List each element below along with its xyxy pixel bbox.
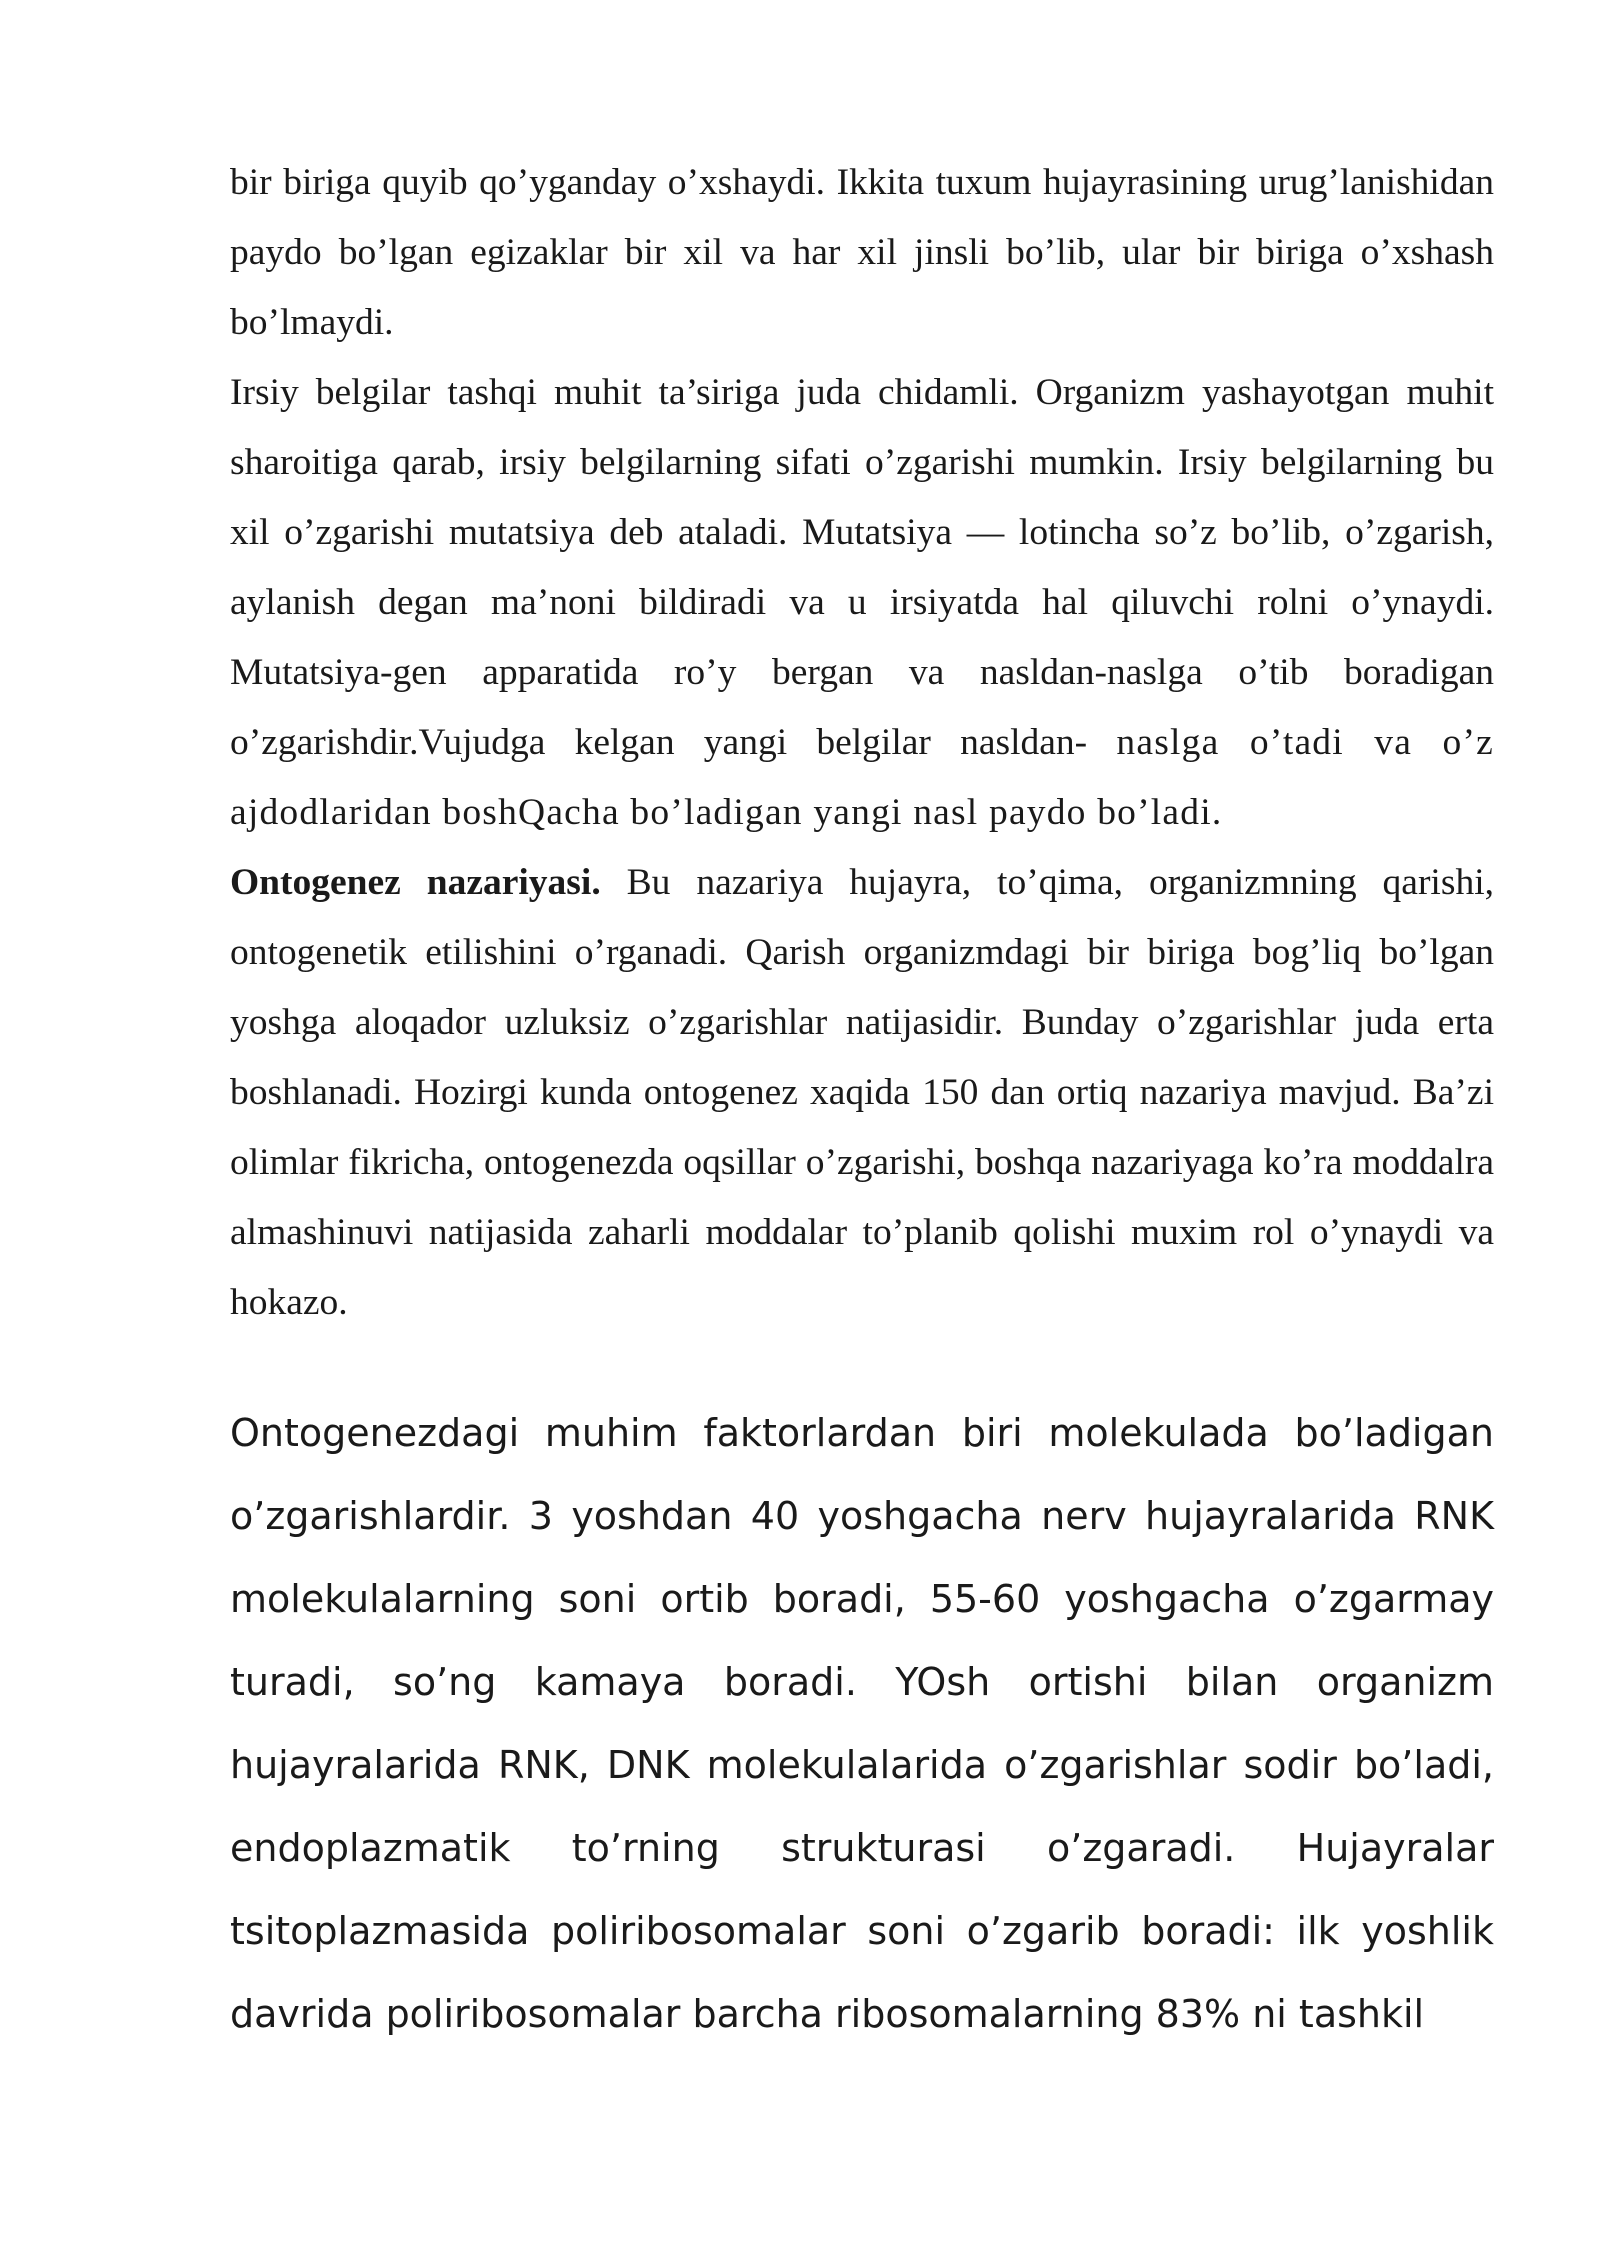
section-heading: Ontogenez nazariyasi. xyxy=(230,862,601,903)
serif-text-section xyxy=(230,148,1494,1338)
paragraph-molekula: Ontogenezdagi muhim faktorlardan biri molekulada bo’ladigan o’zgarishlardir. 3 yoshdan 40 yoshgacha nerv hujayralarida RNK molekulalarning soni ortib boradi, 55-60 yoshgacha o’zgarmay turadi, so’ng kamaya boradi. YOsh ortishi bilan organizm hujayralarida RNK, DNK molekulalarida o’zgarishlar sodir bo’ladi, endoplazmatik to’rning strukturasi o’zgaradi. Hujayralar tsitoplazmasida poliribosomalar soni o’zgarib boradi: ilk yoshlik davrida poliribosomalar barcha ribosomalarning 83% ni tashkil xyxy=(230,1411,1494,2036)
paragraph-egizaklar: bir biriga quyib qo’yganday o’xshaydi. Ikkita tuxum hujayrasining urug’lanishidan paydo bo’lgan egizaklar bir xil va har xil jinsli bo’lib, ular bir biriga o’xshash bo’lmaydi. xyxy=(230,162,1494,343)
paragraph-mutatsiya-text: Irsiy belgilar tashqi muhit ta’siriga juda chidamli. Organizm yashayotgan muhit sharoitiga qarab, irsiy belgilarning sifati o’zgarishi mumkin. Irsiy belgilarning bu xil o’zgarishi mutatsiya deb ataladi. Mutatsiya — lotincha so’z bo’lib, o’zgarish, aylanish degan ma’noni bildiradi va u irsiyatda hal qiluvchi rolni o’ynaydi. Mutatsiya-gen apparatida ro’y bergan va nasldan-naslga o’tib boradigan o’zgarishdir.Vujudga kelgan yangi belgilar nasldan- xyxy=(230,372,1494,763)
paragraph-ontogenez-body: Bu nazariya hujayra, to’qima, organizmning qarishi, ontogenetik etilishini o’rganadi. Qarish organizmdagi bir biriga bog’liq bo’lgan yoshga aloqador uzluksiz o’zgarishlar natijasidir. Bunday o’zgarishlar juda erta boshlanadi. Hozirgi kunda ontogenez xaqida 150 dan ortiq nazariya mavjud. Ba’zi olimlar fikricha, ontogenezda oqsillar o’zgarishi, boshqa nazariyaga ko’ra moddalra almashinuvi natijasida zaharli moddalar to’planib qolishi muxim rol o’ynaydi va hokazo. xyxy=(230,862,1494,1323)
paragraph-mutatsiya-tail: naslga o’tadi va o’z ajdodlaridan boshQacha bo’ladigan yangi nasl paydo bo’ladi. xyxy=(230,722,1494,833)
paragraph-ontogenez-nazariyasi xyxy=(230,848,1494,1338)
sans-text-section xyxy=(230,1392,1494,2056)
paragraph-mutatsiya xyxy=(230,358,1494,848)
